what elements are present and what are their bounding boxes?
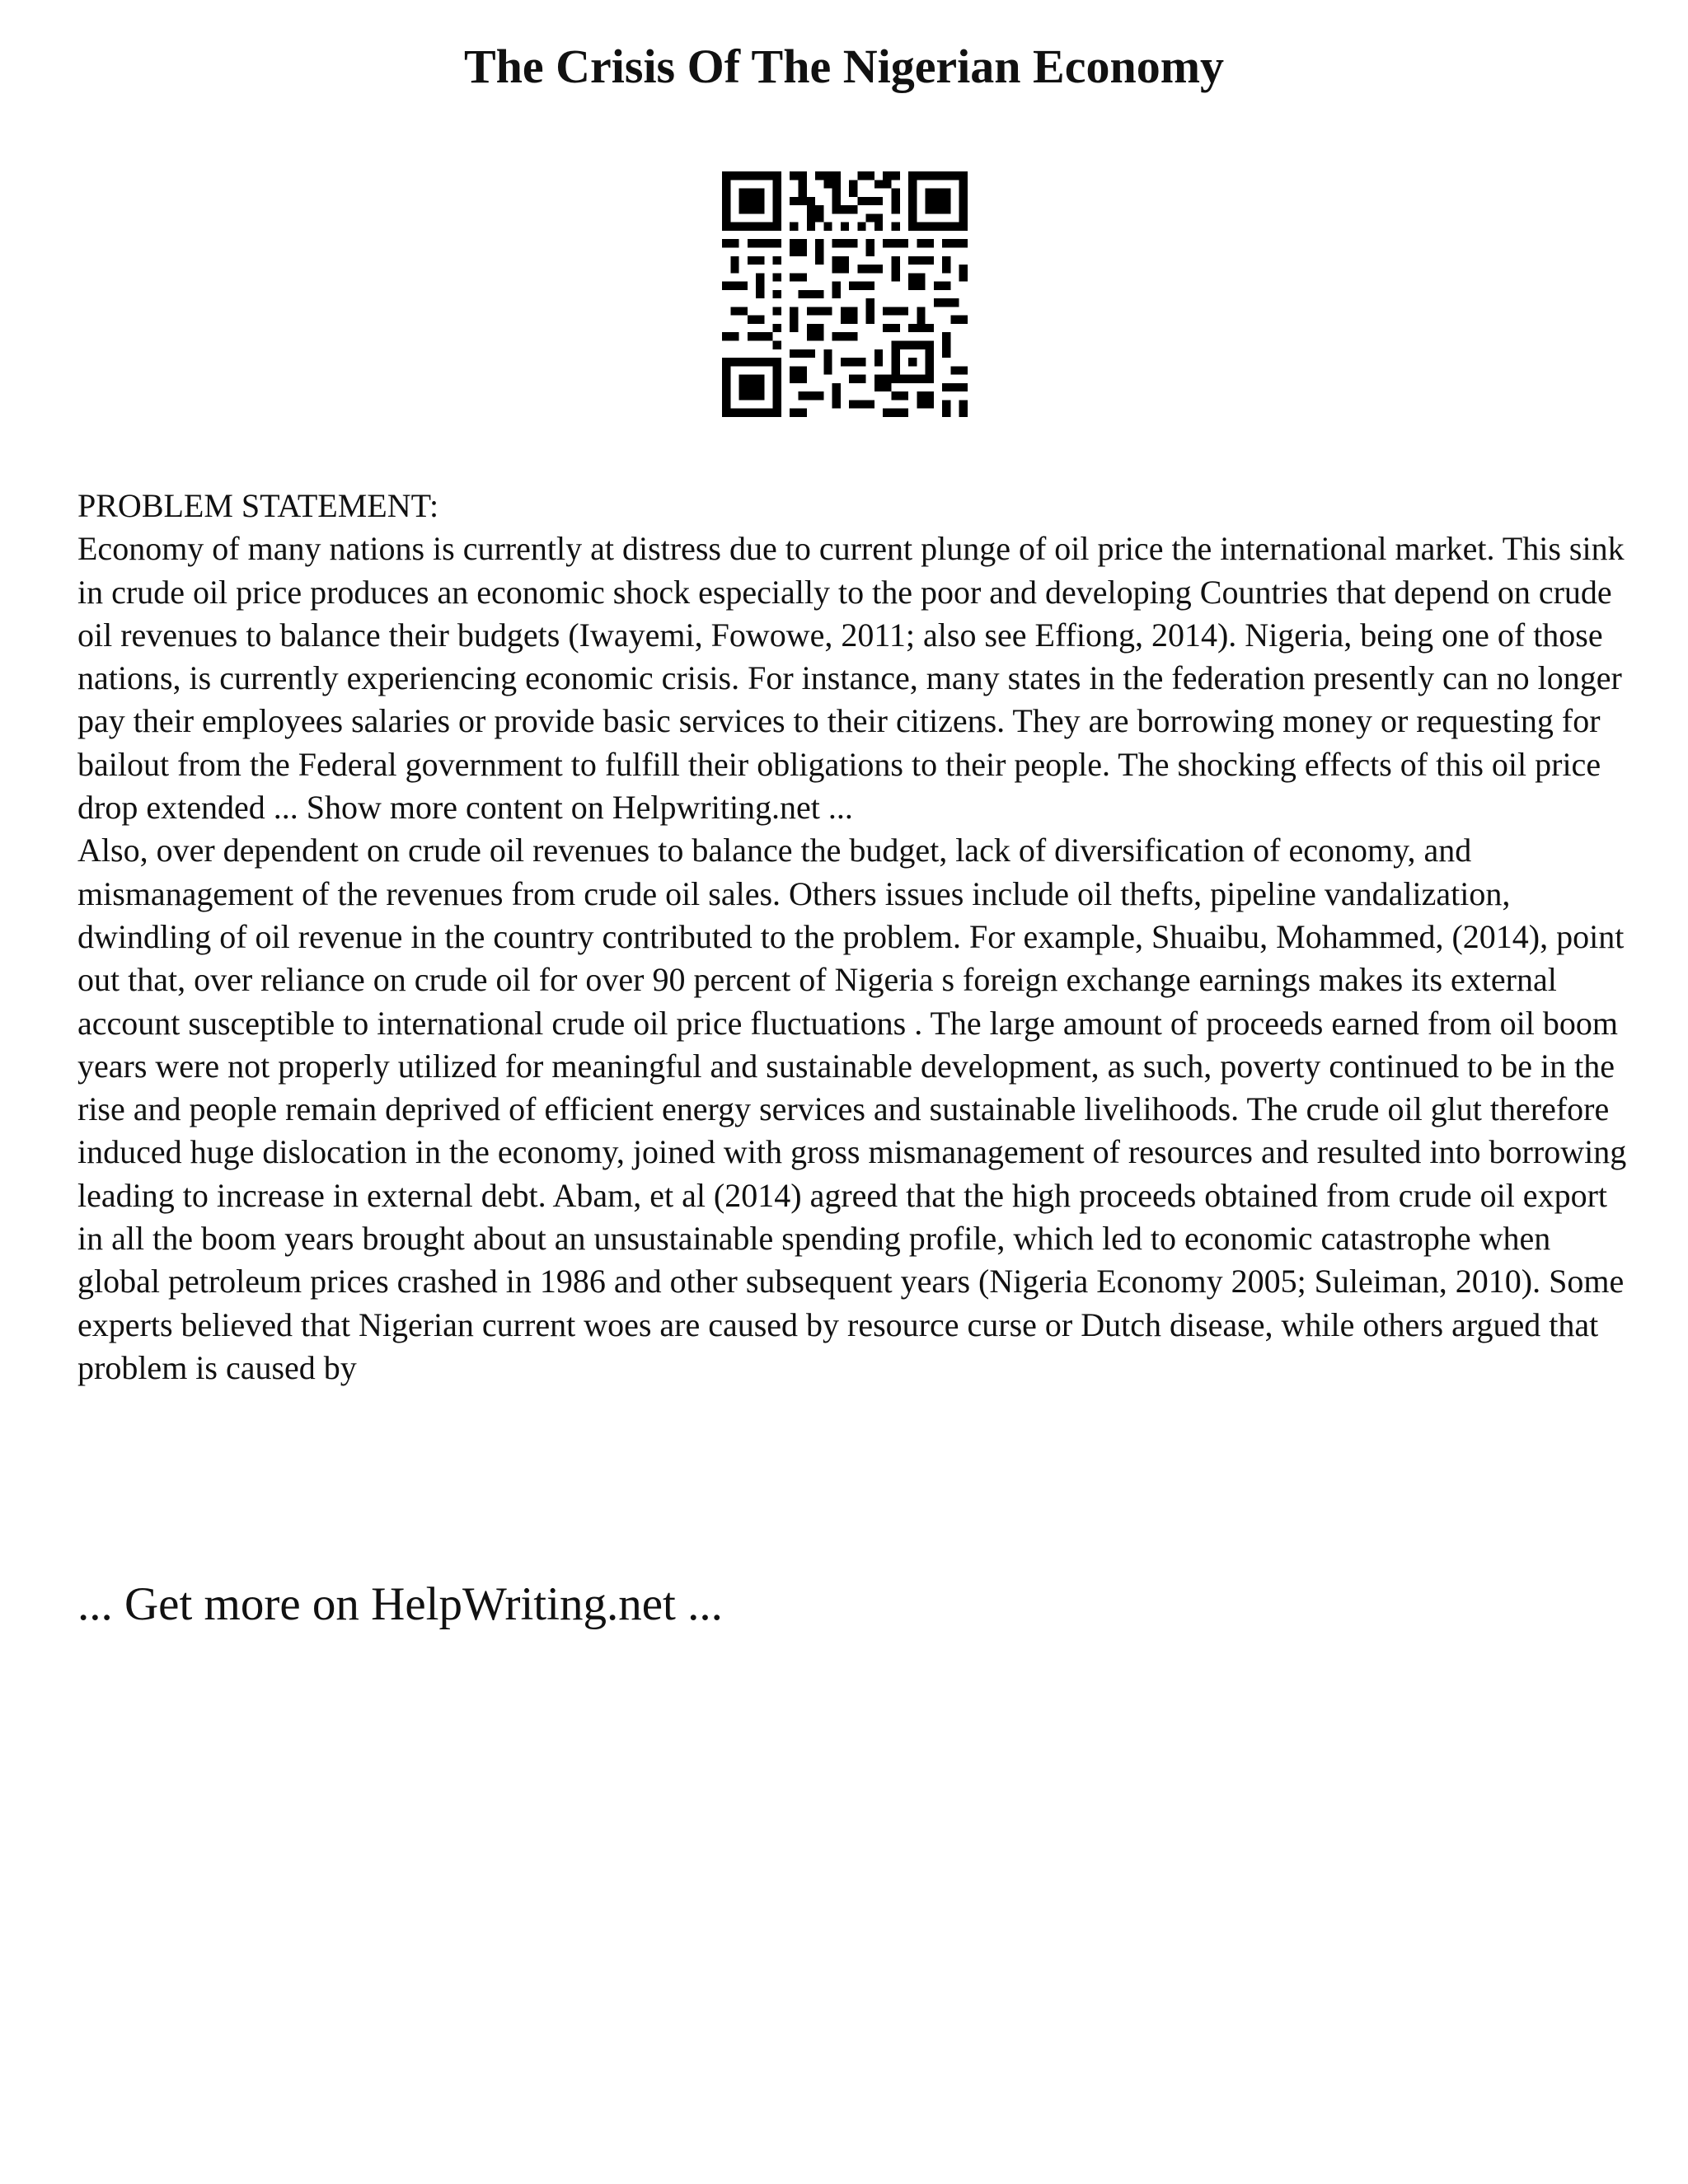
section-heading: PROBLEM STATEMENT: [77, 487, 439, 524]
paragraph: Economy of many nations is currently at distress due to current plunge of oil price the international market. This sink in crude oil price produces an economic shock especially to the poor and developing Countries that depend on crude oil revenues to balance their budgets (Iwayemi, Fowowe, 2011; also see Effiong, 2014). Nigeria, being one of those nations, is currently experiencing economic crisis. For instance, many states in the federation presently can no longer pay their employees salaries or provide basic services to their citizens. They are borrowing money or requesting for bailout from the Federal government to fulfill their obligations to their people. The shocking effects of this oil price drop extended ... Show more content on Helpwriting.net ... [77, 530, 1625, 827]
paragraph: Also, over dependent on crude oil revenues to balance the budget, lack of diversification of economy, and mismanagement of the revenues from crude oil sales. Others issues include oil thefts, pipeline vandalization, dwindling of oil revenue in the country contributed to the problem. For example, Shuaibu, Mohammed, (2014), point out that, over reliance on crude oil for over 90 percent of Nigeria s foreign exchange earnings makes its external account susceptible to international crude oil price fluctuations . The large amount of proceeds earned from oil boom years were not properly utilized for meaningful and sustainable development, as such, poverty continued to be in the rise and people remain deprived of efficient energy services and sustainable livelihoods. The crude oil glut therefore induced huge dislocation in the economy, joined with gross mismanagement of resources and resulted into borrowing leading to increase in external debt. Abam, et al (2014) agreed that the high proceeds obtained from crude oil export in all the boom years brought about an unsustainable spending profile, which led to economic catastrophe when global petroleum prices crashed in 1986 and other subsequent years (Nigeria Economy 2005; Suleiman, 2010). Some experts believed that Nigerian current woes are caused by resource curse or Dutch disease, while others argued that problem is caused by [77, 832, 1627, 1386]
get-more-link[interactable]: ... Get more on HelpWriting.net ... [77, 1578, 723, 1630]
qr-code-icon [722, 171, 968, 417]
document-body [77, 485, 1627, 1390]
document-title: The Crisis Of The Nigerian Economy [463, 40, 1225, 93]
